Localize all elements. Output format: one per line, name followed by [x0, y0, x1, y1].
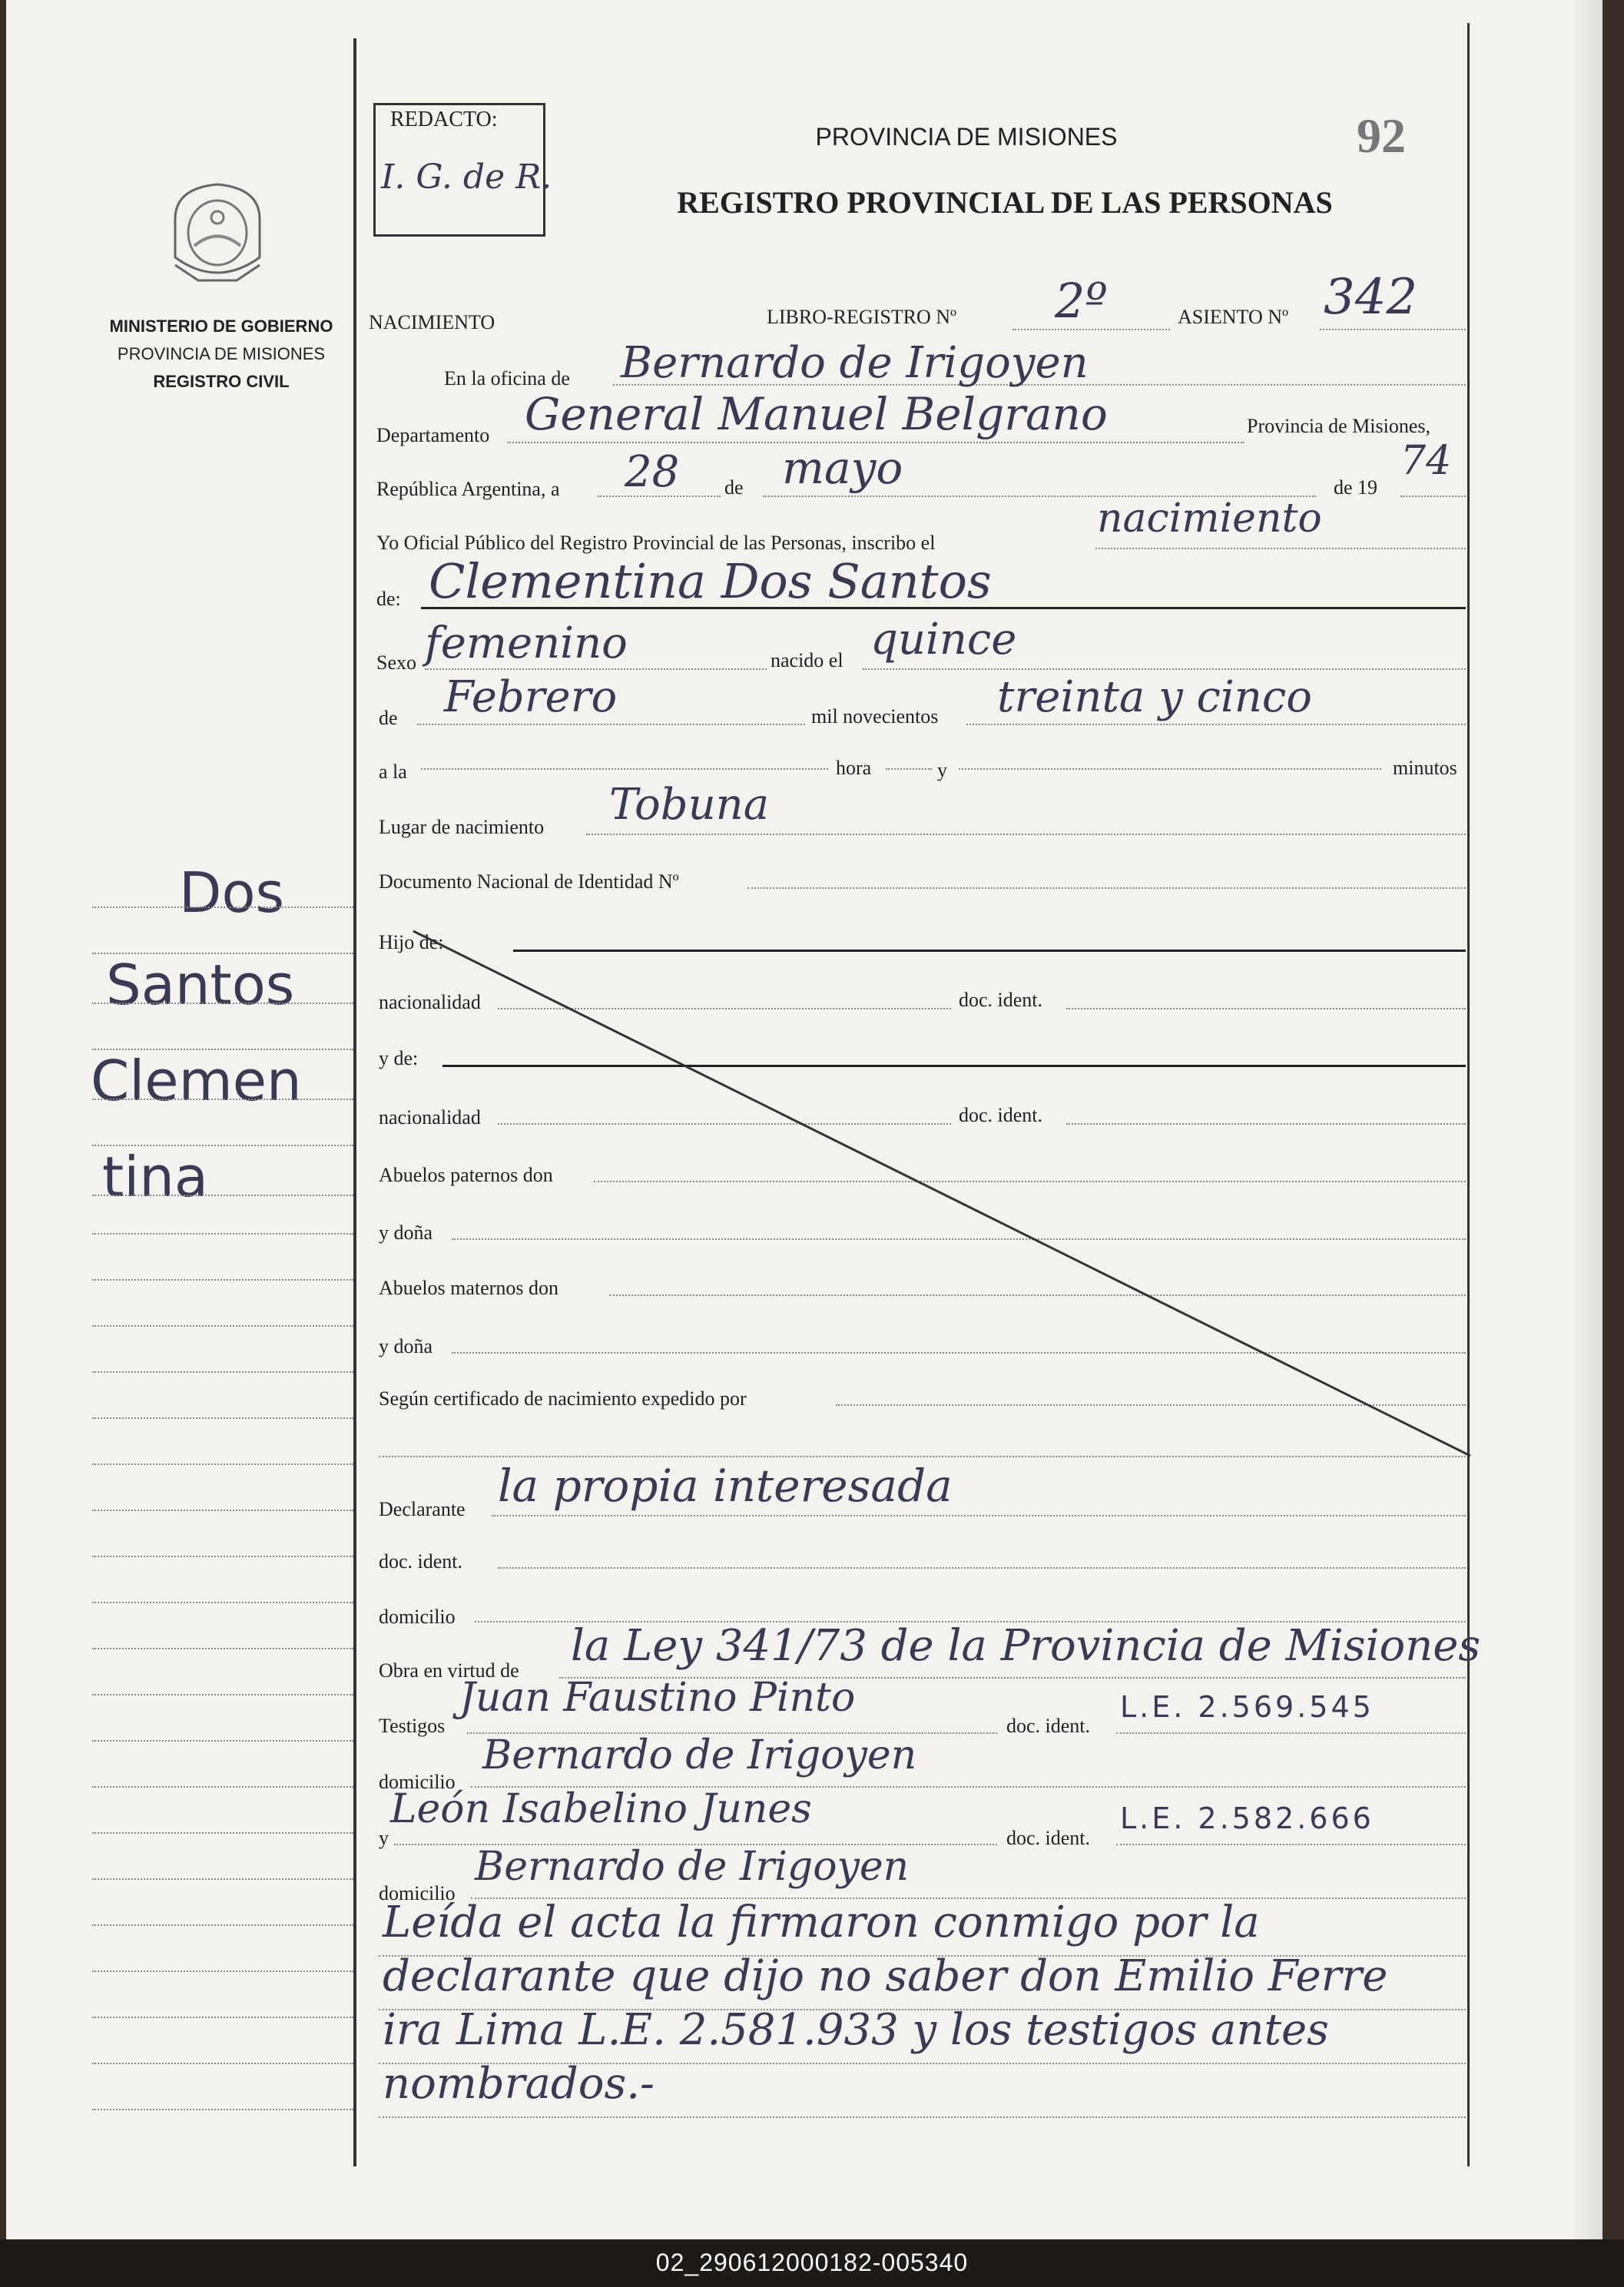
nota-line-4: nombrados.-: [383, 2059, 655, 2109]
nacionalidad-2-label: nacionalidad: [379, 1106, 481, 1129]
sexo-label: Sexo: [376, 651, 416, 674]
abuelos-paternos-label: Abuelos paternos don: [379, 1164, 553, 1186]
redacto-initials: I. G. de R.: [381, 157, 552, 197]
record-type: NACIMIENTO: [369, 311, 495, 333]
file-id: 02_290612000182-005340: [655, 2249, 969, 2276]
testigo-1-domicilio: Bernardo de Irigoyen: [482, 1732, 917, 1778]
asiento-label: ASIENTO Nº: [1178, 306, 1289, 328]
footer-bar: [0, 2239, 1624, 2287]
lugar-value: Tobuna: [609, 780, 770, 830]
domicilio-3-label: domicilio: [379, 1882, 456, 1904]
nota-line: [379, 2116, 1466, 2118]
departamento-label: Departamento: [376, 424, 490, 446]
domicilio-2-label: domicilio: [379, 1771, 456, 1793]
libro-label: LIBRO-REGISTRO Nº: [767, 306, 957, 328]
doc-ident-1-label: doc. ident.: [959, 989, 1043, 1011]
page-number: 92: [1357, 108, 1406, 163]
oficial-label: Yo Oficial Público del Registro Provincial de las Personas, inscribo el: [376, 532, 936, 554]
y-testigo-label: y: [379, 1827, 389, 1849]
document-page: [6, 0, 1602, 2239]
hora-prefix: a la: [379, 761, 407, 783]
domicilio-1-label: domicilio: [379, 1606, 456, 1628]
dia-value: 28: [625, 447, 680, 497]
nacido-value: quince: [870, 615, 1017, 665]
testigos-label: Testigos: [379, 1715, 446, 1737]
doc-ident-3-label: doc. ident.: [379, 1550, 463, 1573]
redacto-label: REDACTO:: [390, 108, 498, 131]
margin-note-line-3: Clemen: [91, 1049, 302, 1113]
anio-label: de 19: [1334, 476, 1378, 499]
hora-label: hora: [836, 757, 872, 779]
nombre-prefix: de:: [376, 588, 401, 610]
mes-nac-label: de: [379, 707, 398, 729]
doc-ident-2-label: doc. ident.: [959, 1104, 1043, 1126]
declarante-label: Declarante: [379, 1498, 466, 1520]
libro-value: 2º: [1055, 273, 1108, 329]
province-label: PROVINCIA DE MISIONES: [117, 344, 326, 363]
nacido-label: nacido el: [771, 649, 843, 671]
lugar-label: Lugar de nacimiento: [379, 816, 545, 838]
testigo-2-doc-line: [1116, 1844, 1466, 1845]
mes-value: mayo: [782, 442, 903, 494]
testigo-1-doc: L.E. 2.569.545: [1120, 1690, 1374, 1724]
dona-2-label: y doña: [379, 1335, 433, 1357]
provincia-label: Provincia de Misiones,: [1247, 415, 1431, 437]
testigo-2-name: León Isabelino Junes: [390, 1786, 812, 1832]
hijo-label: Hijo de:: [379, 931, 444, 953]
dni-label: Documento Nacional de Identidad Nº: [379, 870, 679, 893]
doc-ident-4-label: doc. ident.: [1006, 1715, 1091, 1737]
de-label: de: [724, 476, 744, 499]
testigo-2-domicilio: Bernardo de Irigoyen: [475, 1844, 910, 1890]
margin-note-line-1: Dos: [179, 860, 285, 925]
y-de-label: y de:: [379, 1047, 419, 1069]
book-spine: [1572, 0, 1602, 2239]
civil-registry-label: REGISTRO CIVIL: [153, 372, 290, 391]
segun-label: Según certificado de nacimiento expedido por: [379, 1387, 747, 1410]
testigo-1-name: Juan Faustino Pinto: [459, 1675, 856, 1721]
doc-ident-5-label: doc. ident.: [1006, 1827, 1091, 1849]
margin-note-line-4: tina: [102, 1145, 208, 1209]
nacionalidad-1-label: nacionalidad: [379, 991, 481, 1013]
declarante-line: [492, 1515, 1466, 1516]
oficial-value: nacimiento: [1097, 496, 1322, 542]
minutos-label: minutos: [1393, 757, 1457, 779]
asiento-value: 342: [1324, 269, 1418, 326]
margin-note-line-2: Santos: [106, 953, 295, 1017]
header-title: REGISTRO PROVINCIAL DE LAS PERSONAS: [677, 185, 1333, 220]
mes-nac-value: Febrero: [444, 672, 618, 722]
nombre-value: Clementina Dos Santos: [429, 553, 992, 609]
nota-line-2: declarante que dijo no saber don Emilio Ferre: [383, 1951, 1388, 2001]
testigo-2-doc: L.E. 2.582.666: [1120, 1801, 1374, 1835]
y-label: y: [937, 759, 947, 781]
header-province: PROVINCIA DE MISIONES: [815, 123, 1118, 151]
testigo-1-doc-line: [1116, 1732, 1466, 1734]
doc-ident-3-line: [498, 1567, 1466, 1569]
departamento-value: General Manuel Belgrano: [525, 388, 1108, 440]
oficina-label: En la oficina de: [444, 367, 570, 389]
anio-nac-value: treinta y cinco: [997, 672, 1312, 722]
nota-line-3: ira Lima L.E. 2.581.933 y los testigos antes: [383, 2005, 1329, 2055]
obra-label: Obra en virtud de: [379, 1659, 519, 1682]
nota-line-1: Leída el acta la firmaron conmigo por la: [383, 1898, 1260, 1947]
obra-value: la Ley 341/73 de la Provincia de Misiones: [571, 1621, 1481, 1671]
declarante-value: la propia interesada: [498, 1460, 953, 1512]
republica-label: República Argentina, a: [376, 478, 560, 500]
ministry-label: MINISTERIO DE GOBIERNO: [109, 317, 333, 336]
sexo-value: femenino: [425, 618, 628, 668]
anio-value: 74: [1400, 438, 1452, 484]
oficina-value: Bernardo de Irigoyen: [621, 338, 1089, 388]
dona-1-label: y doña: [379, 1221, 433, 1244]
mil-novecientos-label: mil novecientos: [811, 705, 939, 728]
abuelos-maternos-label: Abuelos maternos don: [379, 1277, 558, 1299]
